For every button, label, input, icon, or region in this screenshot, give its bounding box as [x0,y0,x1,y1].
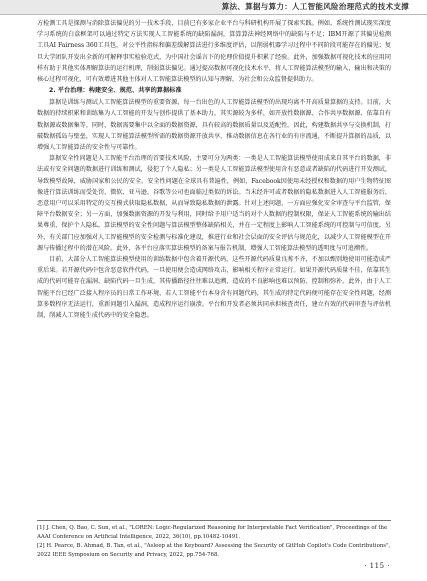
paragraph-1: 方检测工具是探测与消除算法偏见的另一技术手段，目前已有多家企业平台与科研机构开展了探索实践。例如，系统性测试现实深度学习系统的白盒框架可以通过特定方法实现人工智能系统的缺陷漏洞，算算算法神经网络中的缺陷与不足；IBM开源了其偏见检测工具AI Fairness 360工具包，对公平性指标和偏差缓解算法进行多维度评估，以削弱机器学习过程中不同阶段可能存在的偏见；复旦大学团队开发出全新的可解释事实检验范式，为中国社会谣言下的伦理价值提升积累了经验。此外，加强数据可视化技术的应用同样有助于其他实体理解算法的运行机理，削弱算法偏见。通过提高数据可视化技术水平，将人工智能算法模型的输入、输出和决策的核心过程可视化，可有效增进其他主体对人工智能算法模型的认知与理解，为社会和公众监督提供助力。 [37,20,391,84]
paragraph-3: 算据安全性问题是人工智能平台治理的首要技术风险，主要可分为两类：一类是人工智能算法模型使用成来自其平台的数据，非法或有安全问题的数据进行训练和测试，侵犯了个人隐私；另一类是人工智能算法模型使用含有恶意或者缺陷的代码进行开发测试，导致模型故障，威胁国家和公民的安全。安全性问题在全球具有普遍性，例如，Facebook因使用未经授权和数据的用户生物特征图像进行算法训练而受处罚，微软、亚马逊、谷歌等公司也面临过类似的诉讼。当未经许可或者数据的隐私数据进入人工智能服务后，恶意用户可以采用特定的交互模式获取隐私数据，从而导致隐私数据的泄露。针对上述问题，一方面应强化安全审查与平台监管，保障平台数据安全；另一方面，加强数据资源的开发与利用，同时给予用户适当的对个人数据的控制权限，保证人工智能系统的输出结果尊重、保护个人隐私。算法模型的安全性问题与算法模型整体缺陷相关，并在一定程度上影响人工智能系统的可控制与可信度。另外，有关部门应加强对人工智能模型的安全检测与标准化建设，推进行业和社会层面的安全评估与规范化，以减少人工智能模型在开源与传播过程中的潜在风险。此外，各平台应落实算法模型的备案与报告机制，增强人工智能算法模型的透明度与可追溯性。 [37,155,391,252]
footnote-2: [2] H. Pearce, B. Ahmad, B. Tan, et al., "Asleep at the Keyboard? Assessing the Security of GitHub Copilot's Code Contributions", 2022 IEEE Symposium on Security and Privacy, 2022, pp.754-768. [37,543,391,558]
paragraph-4: 目前，大部分人工智能算法模型使用的训练数据中包含着开源代码，这些开源代码质量良莠不齐，不加以甄别地使用可能造成严重后果。若开源代码中包含恶意软件代码，一旦使用便会造成网络攻击，影响相关程序正常运行。如果开源代码质量不佳，依靠其生成的代码可能存在漏洞、缺陷代码一旦生成，其传播路径往往难以追溯，造成的不良影响也难以预防、控制和弥补。此外，由于人工智能平台已经广泛接入程序员的日常工作环境，若人工智能平台本身含有问题代码，其生成的特定代码便可能存在安全性问题，经测算多数程序无法运行，重新问题引入漏洞，造成程序运行崩溃。平台和开发者必须共同承担核查责任，建立有效的代码审查与评估机制，削减人工智能生成代码中的安全隐患。 [37,256,391,320]
header-shade-bar [0,0,232,14]
footnote-1: [1] J. Chen, Q. Bao, C. Sun, et al., "LOREN: Logic-Regularized Reasoning for Interpretable Fact Verification", Proceedings of the AAAI Conference on Artificial Intelligence, 2022, 36(10), pp.10482-10491. [37,525,388,540]
page-number: · 115 · [364,562,390,570]
footnotes [37,520,391,560]
section-heading: 2. 平台治理：构建安全、规范、共享的算据标准 [49,87,182,95]
paragraph-2: 算据是训练与测试人工智能算法模型的重要资源，每一台出色的人工智能算法模型的出现均离不开高质量算据的支持。目前，大数据的持续积累和训练集为人工智能的开发与创作提供了基本助力，其实源较为多样，如开放性数据源、合作共享数据源、依靠自有数据源或数据集等，同时，数据需要集中以全面的数据资源，具有较高的数据质量以及适配性。因此，构建数据共享与交换机制，打破数据孤岛与壁垒，实现人工智能算法模型所需的数据资源开放共享，推动数据信息在各行业的有序流通，不断提升算据的品质，以增强人工智能算法的安全性与可靠性。 [37,99,391,152]
running-header [0,0,427,15]
article-body [37,18,391,321]
running-header-title: 算法、算据与算力：人工智能风险治理范式的技术支撑 [221,2,409,11]
